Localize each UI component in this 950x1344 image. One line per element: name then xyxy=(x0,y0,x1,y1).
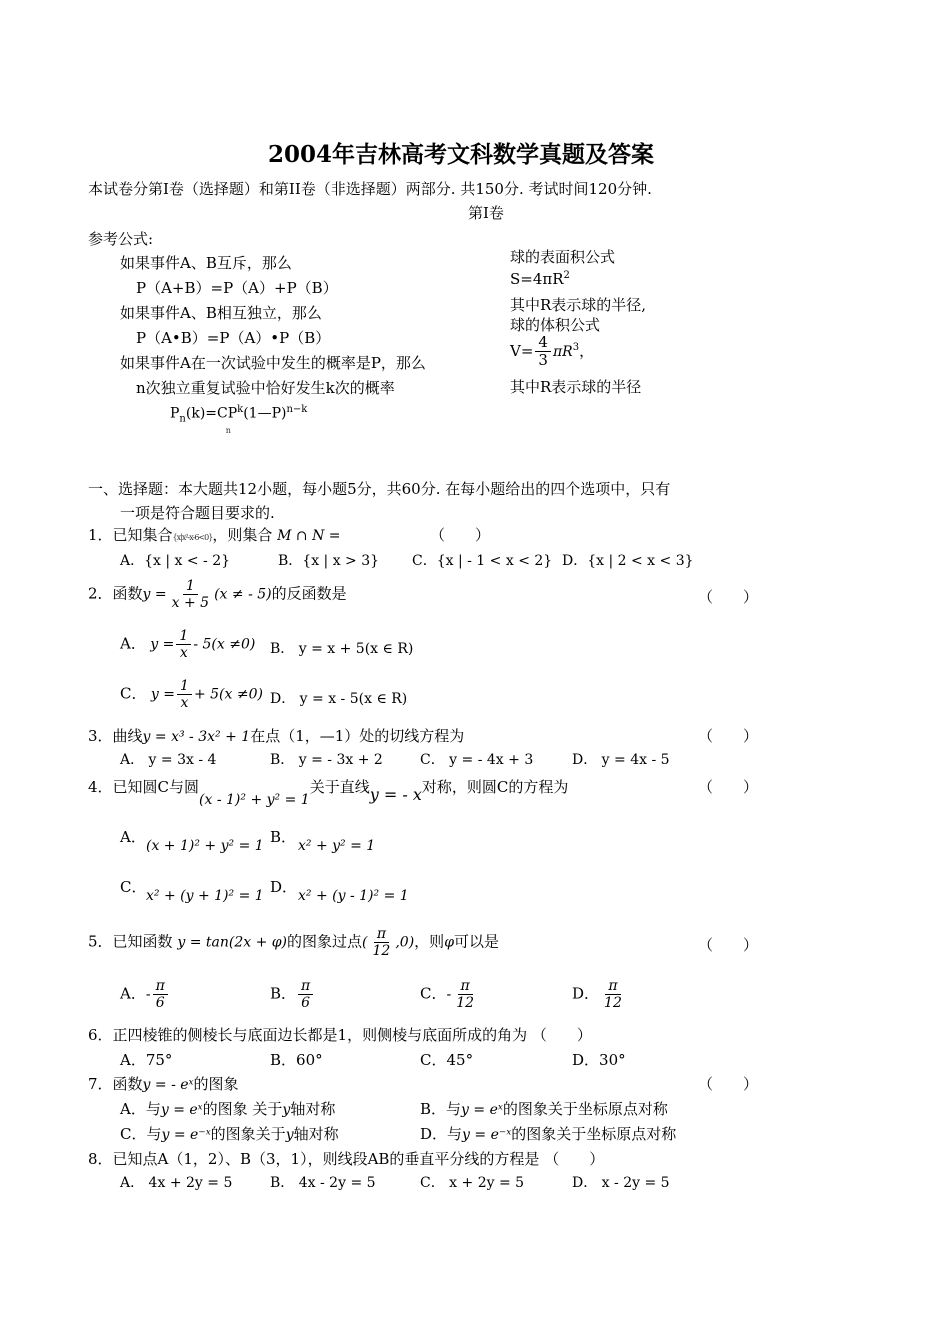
q4-option-b-label: B． xyxy=(270,828,297,846)
q5-option-c: C．- $\frac{\pi}{12}$ xyxy=(420,978,475,1012)
q7-option-d: D．与y = e⁻ˣ的图象关于坐标原点对称 xyxy=(420,1125,677,1143)
q2-option-d: D． y = x - 5(x ∈ R) xyxy=(270,691,408,707)
formula-line: P（A+B）=P（A）+P（B） xyxy=(136,279,338,297)
q8-option-b: B． 4x - 2y = 5 xyxy=(270,1175,376,1191)
answer-paren: （ ） xyxy=(698,588,759,606)
intro-text: 本试卷分第Ⅰ卷（选择题）和第II卷（非选择题）两部分. 共150分. 考试时间120分钟. xyxy=(88,180,652,198)
q7-option-a: A．与y = eˣ的图象 关于y轴对称 xyxy=(120,1100,336,1118)
part-heading: 第Ⅰ卷 xyxy=(468,204,504,222)
question-7: 7．函数y = - eˣ的图象 xyxy=(88,1075,239,1093)
formula-line: 如果事件A、B相互独立，那么 xyxy=(120,304,322,322)
q5-option-a: A．- $\frac{\pi}{6}$ xyxy=(120,978,170,1011)
q4-option-c: x² + (y + 1)² = 1 xyxy=(146,888,264,904)
radius-note: 其中R表示球的半径 xyxy=(510,378,642,396)
q6-option-a: A．75° xyxy=(120,1051,173,1069)
q4-option-c-label: C． xyxy=(120,878,147,896)
answer-paren: （ ） xyxy=(430,526,491,544)
sphere-area-label: 球的表面积公式 xyxy=(510,248,616,266)
q8-option-a: A． 4x + 2y = 5 xyxy=(120,1175,233,1191)
question-1: 1．已知集合{x|x²-x-6<0}，则集合 M ∩ N = xyxy=(88,526,341,544)
q2-option-c: C． y = $\frac{1}{x}$ + 5(x ≠0) xyxy=(120,678,263,712)
q6-option-d: D．30° xyxy=(572,1051,626,1069)
section-heading-cont: 一项是符合题目要求的. xyxy=(120,504,275,522)
q3-option-a: A． y = 3x - 4 xyxy=(120,752,217,768)
sphere-volume-formula: V= $\frac{4}{3}$ $\pi R^3$， xyxy=(510,333,595,370)
sphere-area-formula: $S=4\pi R^2$ xyxy=(510,270,570,288)
answer-paren: （ ） xyxy=(698,1075,759,1093)
q8-option-d: D． x - 2y = 5 xyxy=(572,1175,670,1191)
q2-option-b: B． y = x + 5(x ∈ R) xyxy=(270,641,414,657)
q4-option-d-label: D． xyxy=(270,878,298,896)
formula-line: n次独立重复试验中恰好发生k次的概率 xyxy=(136,379,395,397)
answer-paren: （ ） xyxy=(698,936,759,954)
radius-note: 其中R表示球的半径, xyxy=(510,296,647,314)
question-4: 4．已知圆C与圆(x - 1)² + y² = 1关于直线y = - x对称，则圆C的方程为 xyxy=(88,778,569,808)
q4-option-d: x² + (y - 1)² = 1 xyxy=(298,888,409,904)
section-heading: 一、选择题：本大题共12小题，每小题5分，共60分. 在每小题给出的四个选项中，只有 xyxy=(88,480,671,498)
formula-line: 如果事件A在一次试验中发生的概率是P，那么 xyxy=(120,354,426,372)
q1-option-c: C．{x | - 1 < x < 2} xyxy=(412,553,553,569)
q2-option-a: A． y = $\frac{1}{x}$ - 5(x ≠0) xyxy=(120,628,256,662)
q4-option-b: x² + y² = 1 xyxy=(298,838,376,854)
q1-option-d: D．{x | 2 < x < 3} xyxy=(562,553,694,569)
q3-option-c: C． y = - 4x + 3 xyxy=(420,752,534,768)
q8-option-c: C． x + 2y = 5 xyxy=(420,1175,525,1191)
q5-option-b: B． $\frac{\pi}{6}$ xyxy=(270,978,315,1011)
q7-option-b: B．与y = eˣ的图象关于坐标原点对称 xyxy=(420,1100,668,1118)
question-6: 6．正四棱锥的侧棱长与底面边长都是1，则侧棱与底面所成的角为 （ ） xyxy=(88,1026,592,1044)
q7-option-c: C．与y = e⁻ˣ的图象关于y轴对称 xyxy=(120,1125,339,1143)
question-8: 8．已知点A（1，2）、B（3，1），则线段AB的垂直平分线的方程是 （ ） xyxy=(88,1150,605,1168)
question-5: 5．已知函数 y = tan(2x + φ)的图象过点( $\frac{\pi}{12}$ ,0)，则φ可以是 xyxy=(88,926,500,960)
q6-option-c: C．45° xyxy=(420,1051,474,1069)
question-3: 3．曲线y = x³ - 3x² + 1在点（1，—1）处的切线方程为 xyxy=(88,727,465,745)
page-title: 2004年吉林高考文科数学真题及答案 xyxy=(268,141,655,168)
q3-option-d: D． y = 4x - 5 xyxy=(572,752,670,768)
binomial-formula: $P_n(k)=C$ n $P^k(1—P)^{n-k}$ xyxy=(170,404,308,435)
formulas-heading: 参考公式: xyxy=(88,230,154,248)
q1-option-a: A．{x | x < - 2} xyxy=(120,553,231,569)
formula-line: 如果事件A、B互斥，那么 xyxy=(120,254,292,272)
q1-option-b: B．{x | x > 3} xyxy=(278,553,380,569)
question-2: 2．函数y = $\frac{1}{x + 5}$ (x ≠ - 5)的反函数是 xyxy=(88,578,347,612)
answer-paren: （ ） xyxy=(698,727,759,745)
q3-option-b: B． y = - 3x + 2 xyxy=(270,752,383,768)
q6-option-b: B．60° xyxy=(270,1051,323,1069)
q5-option-d: D． $\frac{\pi}{12}$ xyxy=(572,978,622,1012)
sphere-volume-label: 球的体积公式 xyxy=(510,316,601,334)
q4-option-a: (x + 1)² + y² = 1 xyxy=(146,838,264,854)
formula-line: P（A•B）=P（A）•P（B） xyxy=(136,329,331,347)
answer-paren: （ ） xyxy=(698,778,759,796)
q4-option-a-label: A． xyxy=(120,828,146,846)
